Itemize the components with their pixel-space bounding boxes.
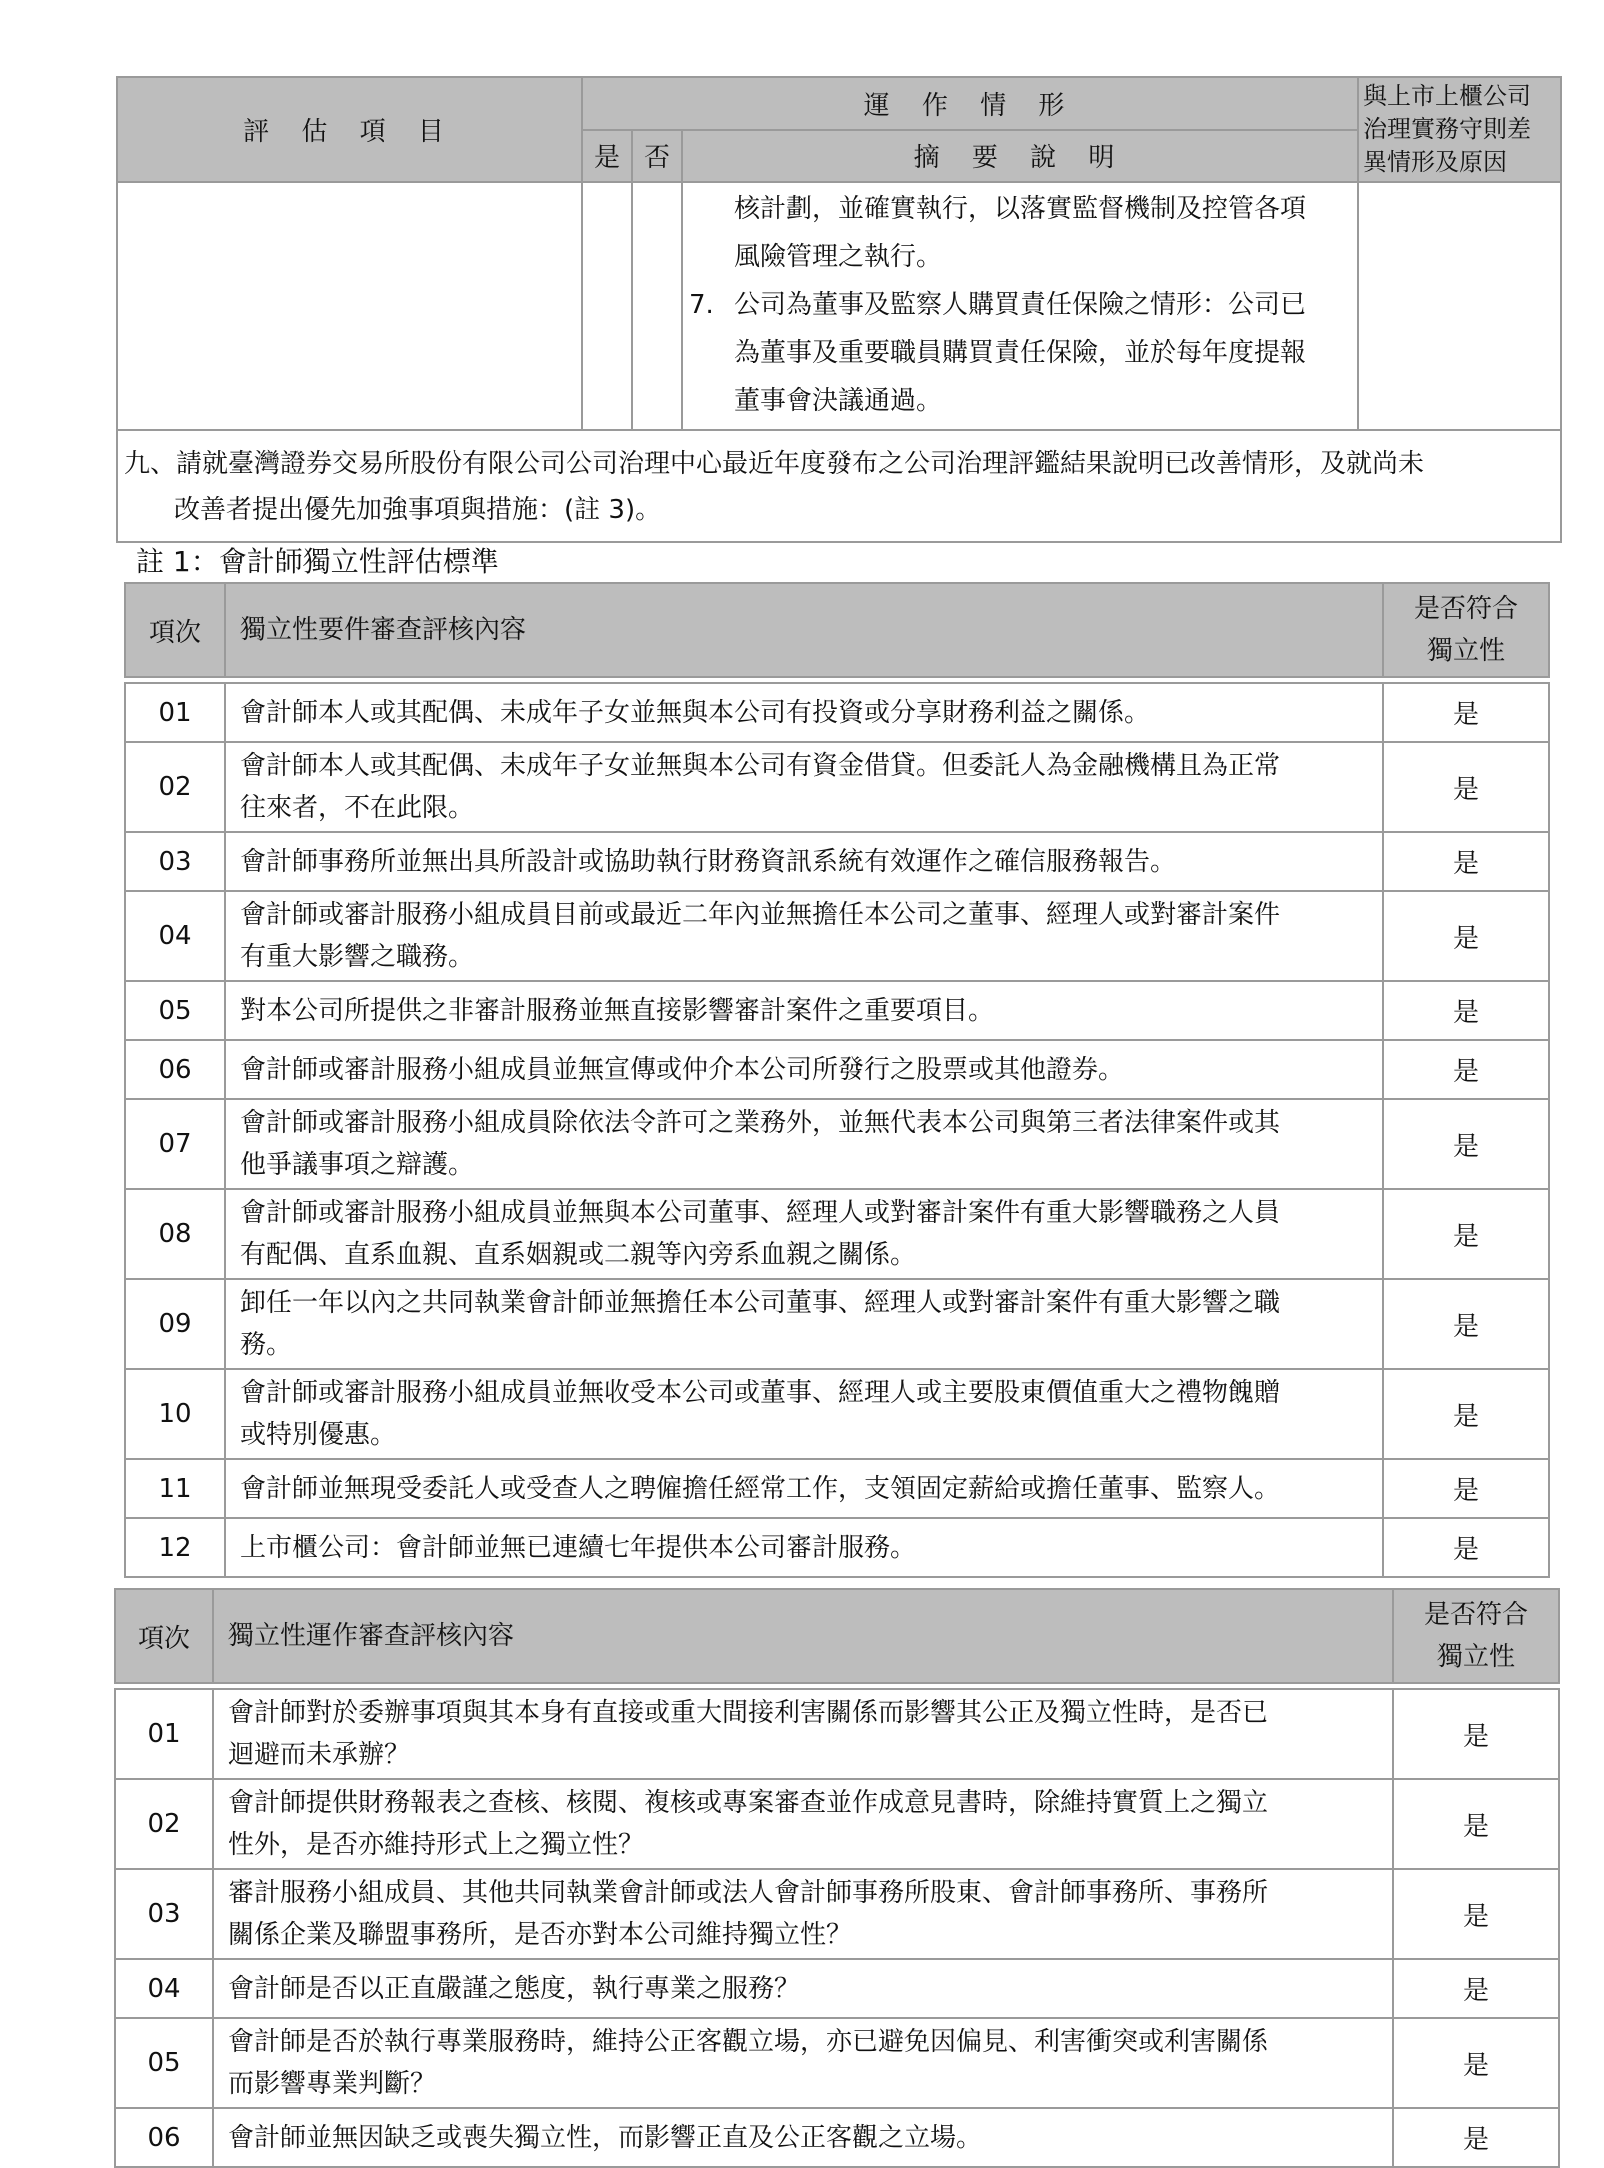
table-row [125, 742, 1549, 832]
table-row [125, 1279, 1549, 1369]
row-number: 08 [125, 1189, 225, 1279]
evaluation-body-row [117, 182, 1561, 430]
row-comply: 是 [1383, 1459, 1549, 1518]
row-content [225, 1099, 1383, 1189]
row-content-line: 而影響專業判斷？ [228, 2069, 437, 2099]
header-num: 項次 [125, 583, 225, 677]
row-number: 10 [125, 1369, 225, 1459]
row-content-line: 上市櫃公司：會計師並無已連續七年提供本公司審計服務。 [240, 1532, 917, 1563]
evaluation-header-row [117, 77, 1561, 130]
row-number: 02 [125, 742, 225, 832]
row-content [213, 1779, 1393, 1869]
summary-line: 為董事及重要職員購買責任保險，並於每年度提報 [734, 338, 1307, 368]
row-comply: 是 [1393, 1779, 1559, 1869]
summary-item-number: 7. [689, 290, 714, 320]
row-comply: 是 [1383, 1279, 1549, 1369]
row-comply: 是 [1393, 2108, 1559, 2167]
row-comply: 是 [1383, 1040, 1549, 1099]
row-content-line: 會計師並無因缺乏或喪失獨立性，而影響正直及公正客觀之立場。 [228, 2122, 983, 2153]
row-comply: 是 [1383, 832, 1549, 891]
row-content-line: 他爭議事項之辯護。 [240, 1150, 475, 1180]
table-row [125, 683, 1549, 742]
header-difference [1358, 77, 1561, 182]
table-row [115, 1689, 1559, 1779]
summary-line-text: 公司為董事及監察人購買責任保險之情形：公司已 [734, 290, 1307, 320]
row-content-line: 會計師或審計服務小組成員並無收受本公司或董事、經理人或主要股東價值重大之禮物餽贈 [240, 1378, 1281, 1408]
header-comply-line: 獨立性 [1426, 636, 1505, 666]
table-row [125, 1099, 1549, 1189]
table-row [115, 2108, 1559, 2167]
row-content-line: 會計師是否以正直嚴謹之態度，執行專業之服務？ [228, 1973, 801, 2004]
row-comply: 是 [1383, 891, 1549, 981]
item9-cell [117, 430, 1561, 542]
independence-operation-table [114, 1588, 1560, 2168]
table-row [125, 1518, 1549, 1577]
row-content-line: 迴避而未承辦？ [228, 1740, 411, 1770]
header-difference-line: 異情形及原因 [1363, 148, 1508, 176]
row-content [225, 1189, 1383, 1279]
row-content [225, 1369, 1383, 1459]
row-content-line: 會計師本人或其配偶、未成年子女並無與本公司有投資或分享財務利益之關係。 [240, 697, 1151, 728]
header-no: 否 [632, 130, 682, 183]
summary-line: 風險管理之執行。 [734, 242, 943, 272]
row-content-line: 會計師提供財務報表之查核、核閱、複核或專案審查並作成意見書時，除維持實質上之獨立 [228, 1788, 1269, 1818]
row-content-line: 會計師對於委辦事項與其本身有直接或重大間接利害關係而影響其公正及獨立性時，是否已 [228, 1698, 1269, 1728]
row-content-line: 會計師並無現受委託人或受查人之聘僱擔任經常工作，支領固定薪給或擔任董事、監察人。 [240, 1473, 1281, 1504]
row-content [225, 981, 1383, 1040]
row-content [213, 2018, 1393, 2108]
row-content [213, 1689, 1393, 1779]
summary-line: 董事會決議通過。 [734, 386, 943, 416]
row-content [225, 683, 1383, 742]
row-comply: 是 [1393, 1959, 1559, 2018]
row-content-line: 或特別優惠。 [240, 1420, 397, 1450]
row-comply: 是 [1393, 1869, 1559, 1959]
row-comply: 是 [1383, 1518, 1549, 1577]
row-content-line: 審計服務小組成員、其他共同執業會計師或法人會計師事務所股東、會計師事務所、事務所 [228, 1878, 1269, 1908]
row-number: 09 [125, 1279, 225, 1369]
row-content [213, 1959, 1393, 2018]
row-number: 05 [115, 2018, 213, 2108]
header-difference-line: 與上市上櫃公司 [1363, 82, 1532, 110]
header-operation: 運 作 情 形 [582, 77, 1358, 130]
row-comply: 是 [1383, 742, 1549, 832]
header-comply [1383, 583, 1549, 677]
row-content [225, 1518, 1383, 1577]
row-content-line: 會計師是否於執行專業服務時，維持公正客觀立場，亦已避免因偏見、利害衝突或利害關係 [228, 2027, 1269, 2057]
row-content-line: 有配偶、直系血親、直系姻親或二親等內旁系血親之關係。 [240, 1240, 917, 1270]
row-comply: 是 [1393, 1689, 1559, 1779]
row-content [225, 1459, 1383, 1518]
row-content [225, 742, 1383, 832]
table-row [115, 1959, 1559, 2018]
table-row [125, 891, 1549, 981]
row-content [225, 1279, 1383, 1369]
row-content-line: 會計師本人或其配偶、未成年子女並無與本公司有資金借貸。但委託人為金融機構且為正常 [240, 751, 1281, 781]
row-comply: 是 [1383, 1369, 1549, 1459]
header-difference-line: 治理實務守則差 [1363, 115, 1532, 143]
item9-line: 改善者提出優先加強事項與措施：(註 3)。 [174, 495, 662, 525]
summary-line [689, 281, 1353, 329]
table-row [125, 1040, 1549, 1099]
row-content-line: 卸任一年以內之共同執業會計師並無擔任本公司董事、經理人或對審計案件有重大影響之職 [240, 1288, 1281, 1318]
row-content-line: 對本公司所提供之非審計服務並無直接影響審計案件之重要項目。 [240, 995, 995, 1026]
row-number: 06 [115, 2108, 213, 2167]
row-number: 01 [115, 1689, 213, 1779]
row-comply: 是 [1383, 981, 1549, 1040]
row-content-line: 會計師或審計服務小組成員目前或最近二年內並無擔任本公司之董事、經理人或對審計案件 [240, 900, 1281, 930]
row-content [225, 832, 1383, 891]
row-content-line: 會計師或審計服務小組成員並無與本公司董事、經理人或對審計案件有重大影響職務之人員 [240, 1198, 1281, 1228]
summary-line: 核計劃，並確實執行，以落實監督機制及控管各項 [734, 194, 1307, 224]
table-row [125, 981, 1549, 1040]
row-comply: 是 [1383, 1189, 1549, 1279]
header-yes: 是 [582, 130, 632, 183]
row-number: 01 [125, 683, 225, 742]
row-number: 11 [125, 1459, 225, 1518]
row-number: 04 [125, 891, 225, 981]
table-row [125, 1459, 1549, 1518]
row-content-line: 會計師或審計服務小組成員並無宣傳或仲介本公司所發行之股票或其他證券。 [240, 1054, 1125, 1085]
item9-line: 九、請就臺灣證券交易所股份有限公司公司治理中心最近年度發布之公司治理評鑑結果說明已改善情形，及就尚未 [124, 449, 1425, 479]
summary-cell [682, 182, 1358, 430]
row-number: 04 [115, 1959, 213, 2018]
row-number: 07 [125, 1099, 225, 1189]
row-content-line: 有重大影響之職務。 [240, 942, 475, 972]
header-comply-line: 是否符合 [1413, 594, 1518, 624]
row-number: 05 [125, 981, 225, 1040]
row-number: 06 [125, 1040, 225, 1099]
row-number: 12 [125, 1518, 225, 1577]
header-num: 項次 [115, 1589, 213, 1683]
row-content [213, 2108, 1393, 2167]
difference-cell [1358, 182, 1561, 430]
yes-cell [582, 182, 632, 430]
table-header-row [115, 1589, 1559, 1683]
table-row [125, 1189, 1549, 1279]
row-comply: 是 [1383, 1099, 1549, 1189]
row-number: 02 [115, 1779, 213, 1869]
table-row [125, 1369, 1549, 1459]
table-row [125, 832, 1549, 891]
evaluation-table [116, 76, 1562, 543]
header-eval-item: 評 估 項 目 [117, 77, 582, 182]
eval-item-cell [117, 182, 582, 430]
header-content: 獨立性要件審查評核內容 [225, 583, 1383, 677]
row-content-line: 關係企業及聯盟事務所，是否亦對本公司維持獨立性？ [228, 1920, 853, 1950]
row-content-line: 往來者，不在此限。 [240, 793, 475, 823]
row-content [213, 1869, 1393, 1959]
table-row [115, 2018, 1559, 2108]
row-content-line: 性外，是否亦維持形式上之獨立性？ [228, 1830, 645, 1860]
row-content [225, 891, 1383, 981]
row-content-line: 會計師事務所並無出具所設計或協助執行財務資訊系統有效運作之確信服務報告。 [240, 846, 1177, 877]
table-header-row [125, 583, 1549, 677]
row-content-line: 務。 [240, 1330, 293, 1360]
row-content [225, 1040, 1383, 1099]
row-content-line: 會計師或審計服務小組成員除依法令許可之業務外，並無代表本公司與第三者法律案件或其 [240, 1108, 1281, 1138]
header-summary: 摘 要 說 明 [682, 130, 1358, 183]
table-row [115, 1779, 1559, 1869]
no-cell [632, 182, 682, 430]
row-number: 03 [115, 1869, 213, 1959]
header-comply-line: 獨立性 [1436, 1642, 1515, 1672]
header-comply [1393, 1589, 1559, 1683]
header-comply-line: 是否符合 [1423, 1600, 1528, 1630]
row-number: 03 [125, 832, 225, 891]
row-comply: 是 [1383, 683, 1549, 742]
header-content: 獨立性運作審查評核內容 [213, 1589, 1393, 1683]
independence-requirements-table [124, 582, 1550, 1578]
note1-heading: 註 1：會計師獨立性評估標準 [136, 545, 499, 578]
row-comply: 是 [1393, 2018, 1559, 2108]
item9-row [117, 430, 1561, 542]
table-row [115, 1869, 1559, 1959]
